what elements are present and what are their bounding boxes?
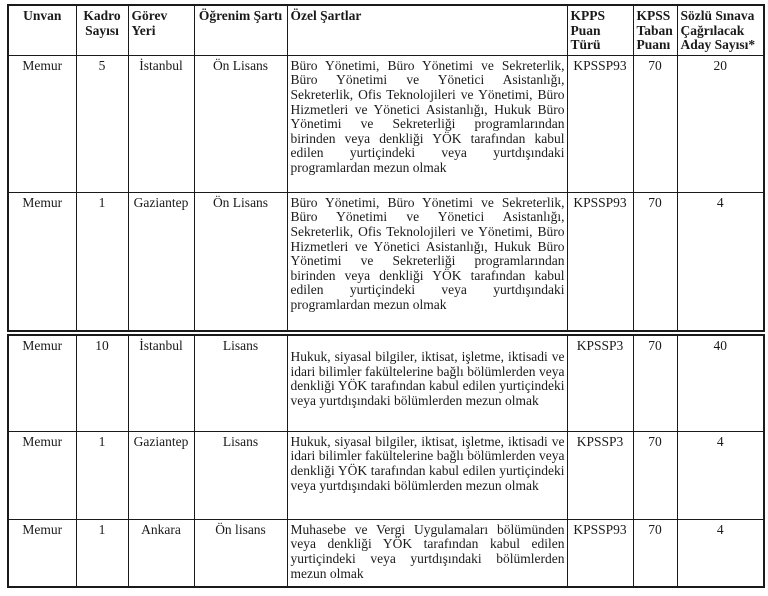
cell-kpss-taban-puani: 70 [633,335,677,431]
header-unvan: Unvan [8,5,76,55]
cell-aday-sayisi: 4 [677,519,764,587]
cell-ozel-sartlar: Hukuk, siyasal bilgiler, iktisat, işletme, iktisadi ve idari bilimler fakültelerine bağlı bölümlerden veya denkliği YÖK tarafından kabul edilen yurtiçindeki veya yurtdışındaki bölümlerden mezun olmak [287,431,567,519]
cell-kpss-taban-puani: 70 [633,55,677,192]
cell-unvan: Memur [8,192,76,331]
cell-ogrenim-sarti: Ön lisans [194,519,287,587]
cell-kpps-puan-turu: KPSSP3 [567,335,633,431]
cell-ogrenim-sarti: Lisans [194,431,287,519]
table-header-row [8,5,764,55]
cell-kpps-puan-turu: KPSSP93 [567,192,633,331]
cell-kpss-taban-puani: 70 [633,519,677,587]
cell-kadro-sayisi: 5 [76,55,128,192]
cell-kpps-puan-turu: KPSSP93 [567,519,633,587]
cell-kpss-taban-puani: 70 [633,192,677,331]
table-row [8,192,764,331]
header-ozel-sartlar: Özel Şartlar [287,5,567,55]
cell-ogrenim-sarti: Ön Lisans [194,55,287,192]
cell-kadro-sayisi: 1 [76,519,128,587]
table-row [8,431,764,519]
cell-gorev-yeri: Ankara [128,519,194,587]
cell-gorev-yeri: Gaziantep [128,192,194,331]
cell-gorev-yeri: Gaziantep [128,431,194,519]
cell-unvan: Memur [8,55,76,192]
table-row [8,55,764,192]
cell-ozel-sartlar: Büro Yönetimi, Büro Yönetimi ve Sekreterlik, Büro Yönetimi ve Yönetici Asistanlığı, Sekreterlik, Ofis Teknolojileri ve Yönetimi, Büro Hizmetleri ve Yönetici Asistanlığı, Hukuk Büro Yönetimi ve Sekreterliği programlarından birinden veya denkliği YÖK tarafından kabul edilen yurtiçindeki veya yurtdışındaki programlardan mezun olmak [287,55,567,192]
header-kpss-taban-puani: KPSS Taban Puanı [633,5,677,55]
table-row [8,335,764,431]
cell-aday-sayisi: 20 [677,55,764,192]
cell-unvan: Memur [8,519,76,587]
cell-ogrenim-sarti: Lisans [194,335,287,431]
cell-kadro-sayisi: 10 [76,335,128,431]
cell-aday-sayisi: 4 [677,431,764,519]
cell-gorev-yeri: İstanbul [128,55,194,192]
header-kpps-puan-turu: KPPS Puan Türü [567,5,633,55]
cell-kadro-sayisi: 1 [76,192,128,331]
cell-ozel-sartlar: Muhasebe ve Vergi Uygulamaları bölümünden veya denkliği YÖK tarafından kabul edilen yurtiçindeki veya yurtdışındaki bölümlerden mezun olmak [287,519,567,587]
cell-unvan: Memur [8,431,76,519]
cell-kadro-sayisi: 1 [76,431,128,519]
cell-ogrenim-sarti: Ön Lisans [194,192,287,331]
positions-table-page-2 [7,334,765,588]
header-aday-sayisi: Sözlü Sınava Çağrılacak Aday Sayısı* [677,5,764,55]
table-row [8,519,764,587]
positions-table-container [7,4,763,588]
header-kadro-sayisi: Kadro Sayısı [76,5,128,55]
header-gorev-yeri: Görev Yeri [128,5,194,55]
cell-unvan: Memur [8,335,76,431]
cell-aday-sayisi: 40 [677,335,764,431]
header-ogrenim-sarti: Öğrenim Şartı [194,5,287,55]
cell-gorev-yeri: İstanbul [128,335,194,431]
cell-kpps-puan-turu: KPSSP3 [567,431,633,519]
cell-aday-sayisi: 4 [677,192,764,331]
cell-kpss-taban-puani: 70 [633,431,677,519]
cell-kpps-puan-turu: KPSSP93 [567,55,633,192]
cell-ozel-sartlar: Hukuk, siyasal bilgiler, iktisat, işletme, iktisadi ve idari bilimler fakültelerine bağlı bölümlerden veya denkliği YÖK tarafından kabul edilen yurtiçindeki veya yurtdışındaki bölümlerden mezun olmak [287,335,567,431]
cell-ozel-sartlar: Büro Yönetimi, Büro Yönetimi ve Sekreterlik, Büro Yönetimi ve Yönetici Asistanlığı, Sekreterlik, Ofis Teknolojileri ve Yönetimi, Büro Hizmetleri ve Yönetici Asistanlığı, Hukuk Büro Yönetimi ve Sekreterliği programlarından birinden veya denkliği YÖK tarafından kabul edilen yurtiçindeki veya yurtdışındaki programlardan mezun olmak [287,192,567,331]
positions-table-page-1 [7,4,765,332]
